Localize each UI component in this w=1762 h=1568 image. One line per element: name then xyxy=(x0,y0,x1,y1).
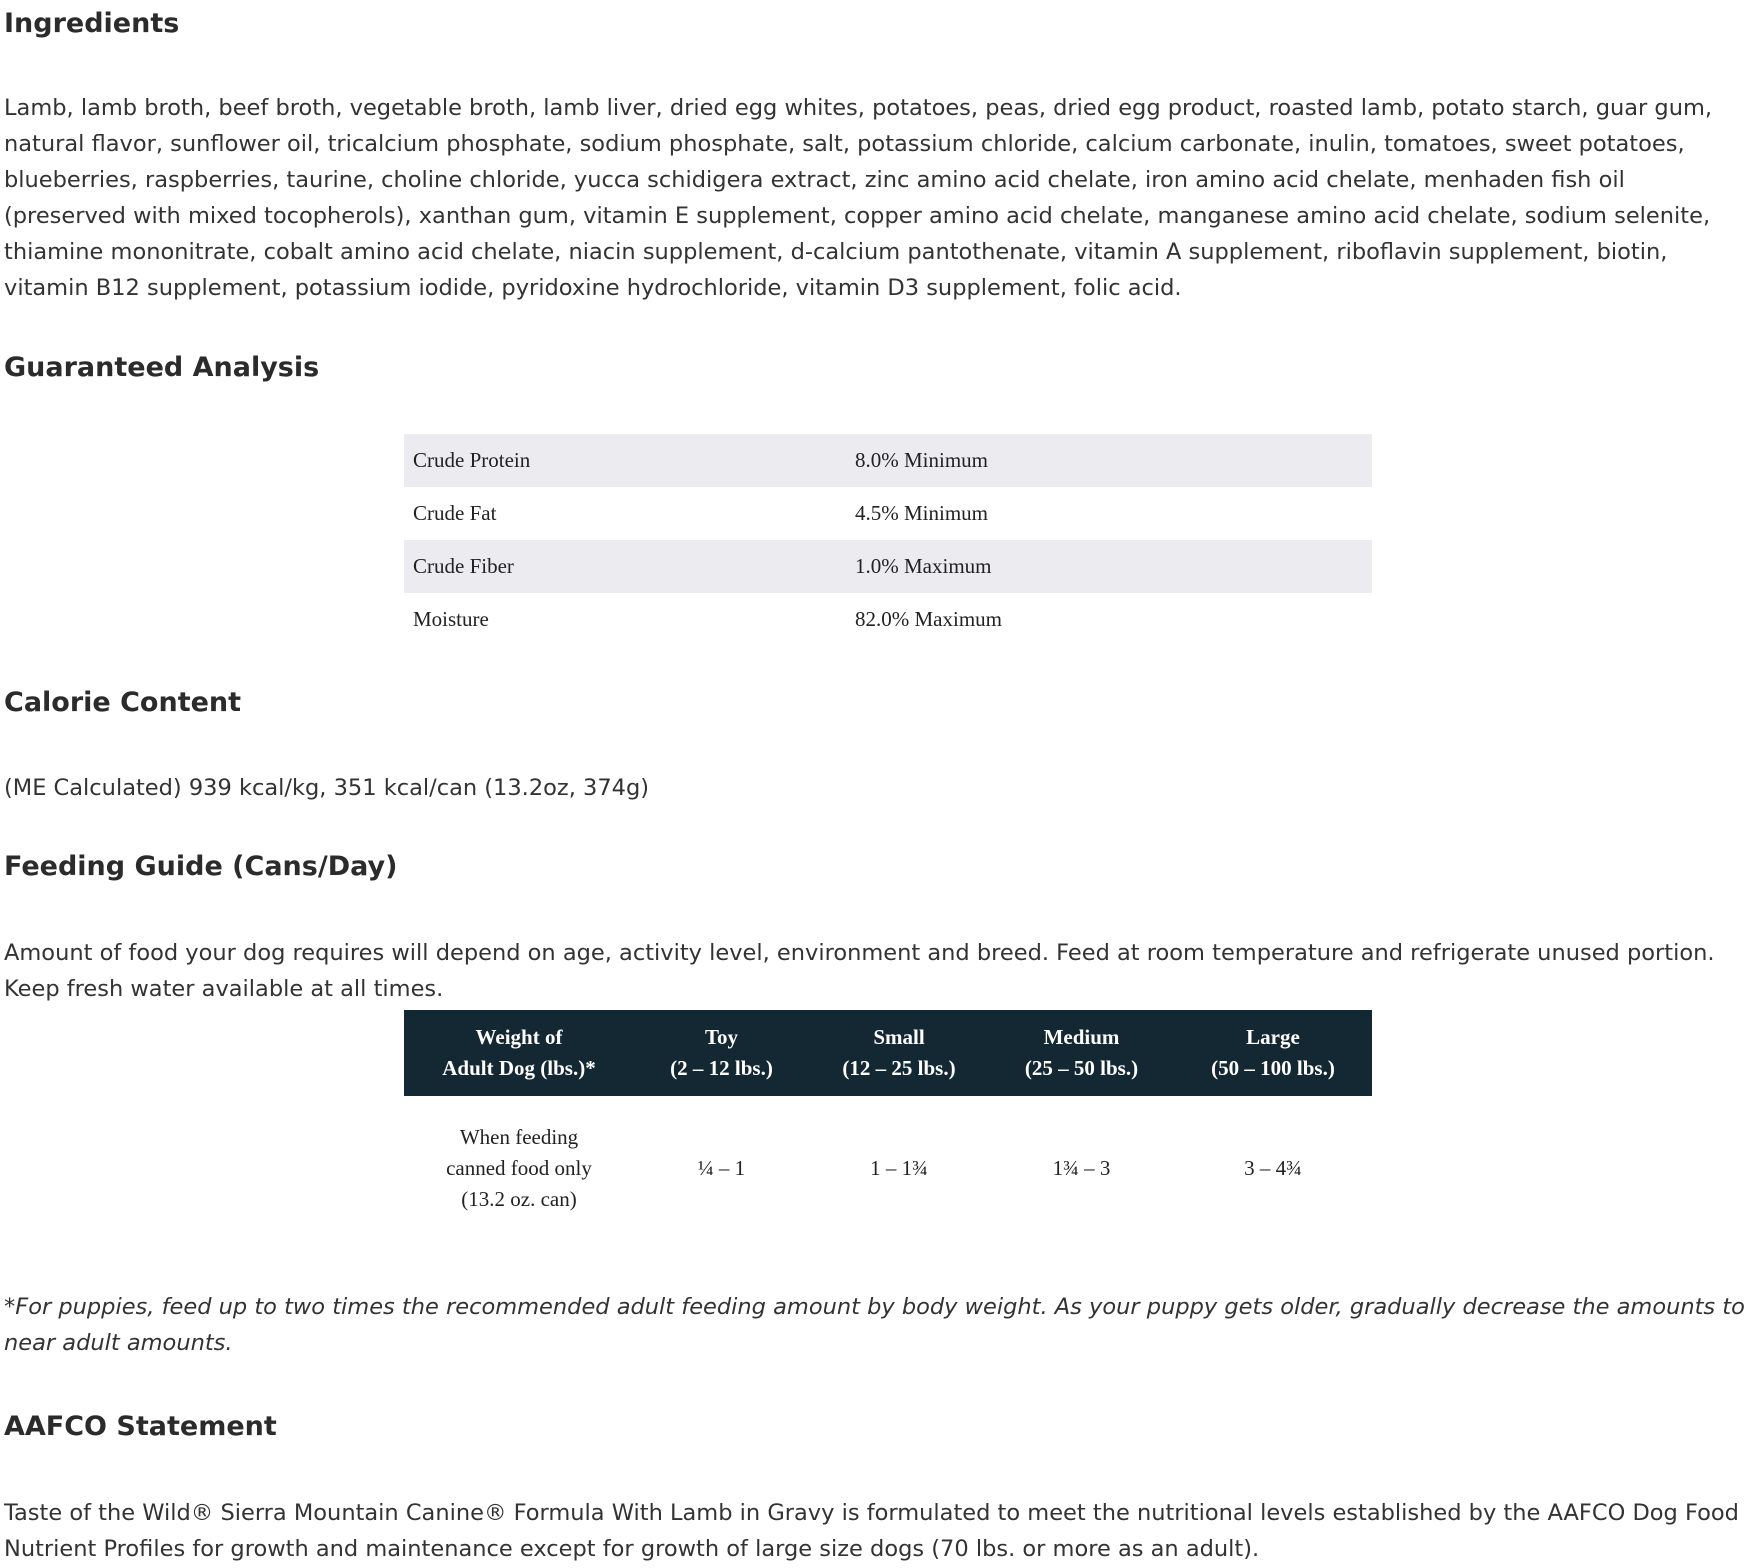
table-header-row xyxy=(404,1010,1372,1096)
table-row xyxy=(404,540,1372,593)
column-header: Small (12 – 25 lbs.) xyxy=(809,1010,989,1096)
aafco-heading: AAFCO Statement xyxy=(4,1411,277,1442)
feeding-guide-table xyxy=(404,1010,1372,1233)
column-header: Toy (2 – 12 lbs.) xyxy=(634,1010,809,1096)
puppy-note: *For puppies, feed up to two times the recommended adult feeding amount by body weight. As your puppy gets older, gradually decrease the amounts to near adult amounts. xyxy=(4,1294,1745,1356)
ingredients-text: Lamb, lamb broth, beef broth, vegetable broth, lamb liver, dried egg whites, potatoes, peas, dried egg product, roasted lamb, potato starch, guar gum, natural flavor, sunflower oil, tricalcium phosphate, sodium phosphate, salt, potassium chloride, calcium carbonate, inulin, tomatoes, sweet potatoes, blueberries, raspberries, taurine, choline chloride, yucca schidigera extract, zinc amino acid chelate, iron amino acid chelate, menhaden fish oil (preserved with mixed tocopherols), xanthan gum, vitamin E supplement, copper amino acid chelate, manganese amino acid chelate, sodium selenite, thiamine mononitrate, cobalt amino acid chelate, niacin supplement, d-calcium pantothenate, vitamin A supplement, riboflavin supplement, biotin, vitamin B12 supplement, potassium iodide, pyridoxine hydrochloride, vitamin D3 supplement, folic acid. xyxy=(4,95,1713,301)
analysis-label: Moisture xyxy=(413,607,489,631)
column-header: Medium (25 – 50 lbs.) xyxy=(989,1010,1174,1096)
feeding-text: Amount of food your dog requires will depend on age, activity level, environment and breed. Feed at room temperature and refrigerate unused portion. Keep fresh water available at all times. xyxy=(4,940,1715,1002)
analysis-value: 82.0% Maximum xyxy=(855,607,1002,631)
table-row xyxy=(404,1096,1372,1233)
column-header: Weight of Adult Dog (lbs.)* xyxy=(404,1010,634,1096)
analysis-label: Crude Fiber xyxy=(404,540,851,593)
aafco-text: Taste of the Wild® Sierra Mountain Canine® Formula With Lamb in Gravy is formulated to meet the nutritional levels established by the AAFCO Dog Food Nutrient Profiles for growth and maintenance except for growth of large size dogs (70 lbs. or more as an adult). xyxy=(4,1500,1739,1562)
guaranteed-analysis-table xyxy=(404,434,1372,646)
analysis-heading: Guaranteed Analysis xyxy=(4,352,320,383)
analysis-label: Crude Protein xyxy=(404,434,851,487)
row-label: When feeding canned food only (13.2 oz. can) xyxy=(446,1124,592,1211)
table-cell: 1 – 1¾ xyxy=(870,1155,928,1180)
table-cell: 3 – 4¾ xyxy=(1244,1155,1302,1180)
feeding-heading: Feeding Guide (Cans/Day) xyxy=(4,851,398,882)
ingredients-heading: Ingredients xyxy=(4,8,180,39)
table-row xyxy=(404,593,1372,646)
table-row xyxy=(404,487,1372,540)
table-cell: 1¾ – 3 xyxy=(1052,1155,1111,1180)
calorie-text: (ME Calculated) 939 kcal/kg, 351 kcal/can (13.2oz, 374g) xyxy=(4,775,650,801)
table-row xyxy=(404,434,1372,487)
analysis-value: 8.0% Minimum xyxy=(851,434,1372,487)
analysis-label: Crude Fat xyxy=(413,501,497,525)
column-header: Large (50 – 100 lbs.) xyxy=(1174,1010,1372,1096)
table-cell: ¼ – 1 xyxy=(697,1155,746,1180)
calorie-heading: Calorie Content xyxy=(4,687,242,718)
analysis-value: 1.0% Maximum xyxy=(851,540,1372,593)
analysis-value: 4.5% Minimum xyxy=(855,501,989,525)
